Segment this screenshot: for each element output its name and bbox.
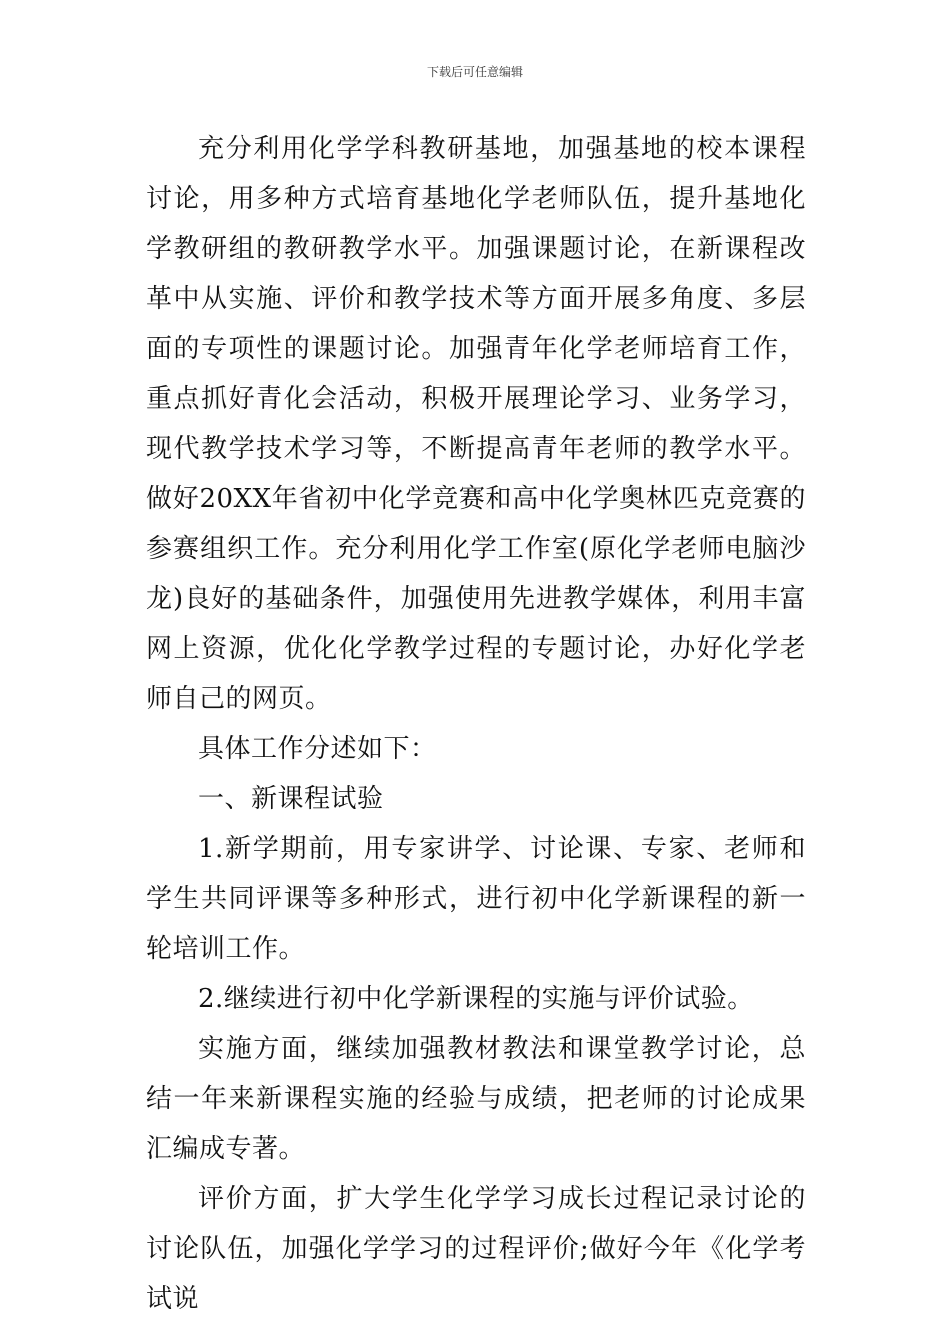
paragraph: 评价方面，扩大学生化学学习成长过程记录讨论的讨论队伍，加强化学学习的过程评价;做好今年《化学考试说 [146,1184,806,1314]
paragraph: 实施方面，继续加强教材教法和课堂教学讨论，总结一年来新课程实施的经验与成绩，把老师的讨论成果汇编成专著。 [146,1034,806,1164]
page-header: 下载后可任意编辑 [426,65,523,79]
paragraph: 充分利用化学学科教研基地，加强基地的校本课程讨论，用多种方式培育基地化学老师队伍，提升基地化学教研组的教研教学水平。加强课题讨论，在新课程改革中从实施、评价和教学技术等方面开展多角度、多层面的专项性的课题讨论。加强青年化学老师培育工作，重点抓好青化会活动，积极开展理论学习、业务学习，现代教学技术学习等，不断提高青年老师的教学水平。做好20XX年省初中化学竞赛和高中化学奥林匹克竞赛的参赛组织工作。充分利用化学工作室(原化学老师电脑沙龙)良好的基础条件，加强使用先进教学媒体，利用丰富网上资源，优化化学教学过程的专题讨论，办好化学老师自己的网页。 [146,134,806,714]
paragraph: 1.新学期前，用专家讲学、讨论课、专家、老师和学生共同评课等多种形式，进行初中化学新课程的新一轮培训工作。 [146,834,806,964]
document-body [146,124,806,1324]
paragraph: 具体工作分述如下： [198,734,437,764]
section-heading: 一、新课程试验 [198,784,384,814]
paragraph: 2.继续进行初中化学新课程的实施与评价试验。 [198,984,754,1014]
